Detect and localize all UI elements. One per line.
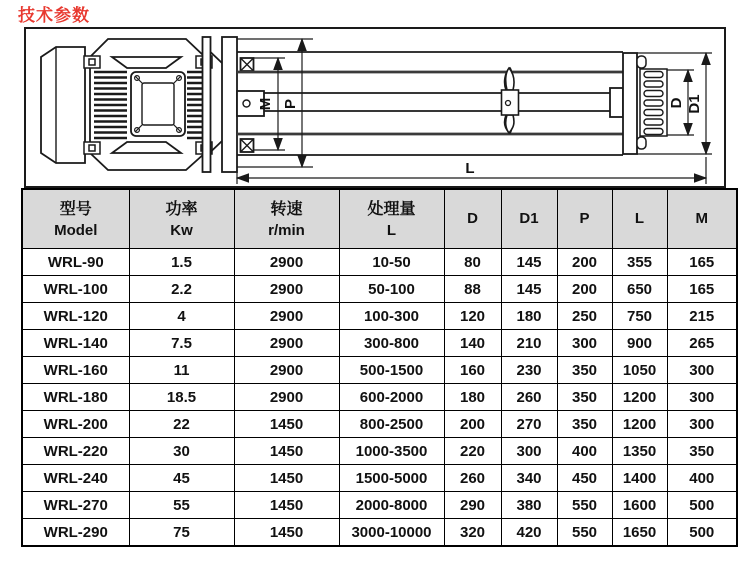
motor-fins-left — [94, 72, 127, 138]
cell-d1: 180 — [501, 303, 557, 330]
col-header-d1 — [501, 189, 557, 249]
cell-capacity-l: 50-100 — [339, 276, 444, 303]
col-header-capacity — [339, 189, 444, 249]
col-header-power-en: Kw — [170, 222, 193, 240]
cell-speed-rpm: 1450 — [234, 438, 339, 465]
cell-d1: 145 — [501, 276, 557, 303]
col-header-speed — [234, 189, 339, 249]
motor — [41, 39, 212, 170]
col-header-d1-label: D1 — [519, 210, 539, 227]
cell-capacity-l: 600-2000 — [339, 384, 444, 411]
cell-m: 500 — [667, 519, 737, 547]
cell-p: 200 — [557, 249, 612, 276]
cell-speed-rpm: 2900 — [234, 330, 339, 357]
table-row — [22, 357, 737, 384]
cell-capacity-l: 2000-8000 — [339, 492, 444, 519]
cell-speed-rpm: 1450 — [234, 519, 339, 547]
flange-bolt-top — [241, 58, 254, 71]
spec-table — [21, 188, 738, 547]
cell-model: WRL-240 — [22, 465, 129, 492]
cell-d: 220 — [444, 438, 501, 465]
cell-capacity-l: 10-50 — [339, 249, 444, 276]
dim-label-d1: D1 — [686, 94, 703, 114]
page-title: 技术参数 — [18, 6, 90, 25]
cell-model: WRL-100 — [22, 276, 129, 303]
cell-d1: 270 — [501, 411, 557, 438]
cell-speed-rpm: 2900 — [234, 276, 339, 303]
cell-d1: 145 — [501, 249, 557, 276]
cell-power-kw: 4 — [129, 303, 234, 330]
cell-model: WRL-290 — [22, 519, 129, 547]
cell-capacity-l: 800-2500 — [339, 411, 444, 438]
col-header-m-label: M — [695, 210, 708, 227]
cell-power-kw: 11 — [129, 357, 234, 384]
motor-nameplate — [131, 72, 185, 136]
cell-speed-rpm: 2900 — [234, 303, 339, 330]
cell-capacity-l: 100-300 — [339, 303, 444, 330]
flange-bolt-bottom — [241, 139, 254, 152]
cell-m: 265 — [667, 330, 737, 357]
col-header-m — [667, 189, 737, 249]
cell-l: 1200 — [612, 411, 667, 438]
cell-model: WRL-220 — [22, 438, 129, 465]
cell-d: 120 — [444, 303, 501, 330]
cell-d: 140 — [444, 330, 501, 357]
cell-capacity-l: 1000-3500 — [339, 438, 444, 465]
dim-label-d: D — [668, 97, 685, 109]
cell-m: 165 — [667, 276, 737, 303]
cell-power-kw: 7.5 — [129, 330, 234, 357]
col-header-capacity-zh: 处理量 — [367, 200, 416, 218]
cell-l: 650 — [612, 276, 667, 303]
cell-speed-rpm: 2900 — [234, 357, 339, 384]
cell-d: 290 — [444, 492, 501, 519]
cell-m: 215 — [667, 303, 737, 330]
dim-label-p: P — [282, 98, 299, 110]
cell-d1: 300 — [501, 438, 557, 465]
cell-p: 300 — [557, 330, 612, 357]
cell-model: WRL-270 — [22, 492, 129, 519]
cell-p: 400 — [557, 438, 612, 465]
col-header-p — [557, 189, 612, 249]
cell-d: 80 — [444, 249, 501, 276]
cell-power-kw: 1.5 — [129, 249, 234, 276]
cell-p: 350 — [557, 411, 612, 438]
cell-l: 1650 — [612, 519, 667, 547]
cell-p: 350 — [557, 357, 612, 384]
table-row — [22, 384, 737, 411]
cell-capacity-l: 300-800 — [339, 330, 444, 357]
col-header-speed-en: r/min — [268, 222, 305, 240]
table-row — [22, 249, 737, 276]
table-row — [22, 465, 737, 492]
cell-d1: 380 — [501, 492, 557, 519]
cell-p: 550 — [557, 519, 612, 547]
cell-power-kw: 75 — [129, 519, 234, 547]
col-header-p-label: P — [579, 210, 590, 227]
cell-d: 88 — [444, 276, 501, 303]
cell-l: 1400 — [612, 465, 667, 492]
cell-power-kw: 2.2 — [129, 276, 234, 303]
cell-m: 500 — [667, 492, 737, 519]
cell-d1: 420 — [501, 519, 557, 547]
cell-m: 350 — [667, 438, 737, 465]
table-row — [22, 330, 737, 357]
table-row — [22, 492, 737, 519]
col-header-d-label: D — [467, 210, 478, 227]
col-header-d — [444, 189, 501, 249]
col-header-l — [612, 189, 667, 249]
cell-d: 180 — [444, 384, 501, 411]
cell-model: WRL-180 — [22, 384, 129, 411]
cell-capacity-l: 3000-10000 — [339, 519, 444, 547]
dim-label-l: L — [465, 160, 475, 177]
cell-p: 550 — [557, 492, 612, 519]
col-header-l-label: L — [634, 210, 645, 227]
cell-d1: 340 — [501, 465, 557, 492]
cell-l: 1600 — [612, 492, 667, 519]
cell-l: 750 — [612, 303, 667, 330]
table-row — [22, 276, 737, 303]
cell-m: 165 — [667, 249, 737, 276]
col-header-power-zh: 功率 — [165, 200, 198, 218]
fan-cowl — [41, 47, 85, 163]
cell-d1: 260 — [501, 384, 557, 411]
table-body — [22, 249, 737, 547]
table-row — [22, 438, 737, 465]
cell-d: 200 — [444, 411, 501, 438]
cell-speed-rpm: 2900 — [234, 384, 339, 411]
col-header-model-zh: 型号 — [59, 200, 92, 218]
col-header-speed-zh: 转速 — [270, 200, 303, 218]
col-header-model-en: Model — [54, 222, 98, 240]
cell-d1: 210 — [501, 330, 557, 357]
cell-m: 300 — [667, 411, 737, 438]
strainer-slots — [644, 72, 663, 135]
cell-p: 350 — [557, 384, 612, 411]
cell-d: 160 — [444, 357, 501, 384]
cell-power-kw: 30 — [129, 438, 234, 465]
flange-bolt-head-top — [637, 56, 646, 68]
cell-speed-rpm: 1450 — [234, 465, 339, 492]
table-row — [22, 411, 737, 438]
cell-model: WRL-160 — [22, 357, 129, 384]
cell-power-kw: 18.5 — [129, 384, 234, 411]
col-header-capacity-en: L — [386, 222, 397, 240]
cell-capacity-l: 500-1500 — [339, 357, 444, 384]
pump-technical-drawing — [0, 0, 750, 190]
cell-l: 1350 — [612, 438, 667, 465]
flange-bolt-head-bottom — [637, 137, 646, 149]
cell-speed-rpm: 1450 — [234, 411, 339, 438]
col-header-model — [22, 189, 129, 249]
cell-d: 260 — [444, 465, 501, 492]
cell-p: 450 — [557, 465, 612, 492]
cell-m: 300 — [667, 384, 737, 411]
cell-d: 320 — [444, 519, 501, 547]
cell-m: 300 — [667, 357, 737, 384]
cell-power-kw: 45 — [129, 465, 234, 492]
cell-model: WRL-120 — [22, 303, 129, 330]
cell-speed-rpm: 2900 — [234, 249, 339, 276]
cell-l: 1050 — [612, 357, 667, 384]
cell-l: 355 — [612, 249, 667, 276]
cell-power-kw: 22 — [129, 411, 234, 438]
cell-l: 900 — [612, 330, 667, 357]
dim-label-m: M — [257, 97, 274, 111]
cell-l: 1200 — [612, 384, 667, 411]
cell-m: 400 — [667, 465, 737, 492]
cell-p: 250 — [557, 303, 612, 330]
cell-speed-rpm: 1450 — [234, 492, 339, 519]
table-row — [22, 303, 737, 330]
cell-power-kw: 55 — [129, 492, 234, 519]
col-header-power — [129, 189, 234, 249]
cell-model: WRL-140 — [22, 330, 129, 357]
cell-d1: 230 — [501, 357, 557, 384]
cell-p: 200 — [557, 276, 612, 303]
cell-model: WRL-200 — [22, 411, 129, 438]
cell-capacity-l: 1500-5000 — [339, 465, 444, 492]
table-header — [22, 189, 737, 249]
motor-fins-right — [187, 72, 203, 138]
table-row — [22, 519, 737, 547]
cell-model: WRL-90 — [22, 249, 129, 276]
